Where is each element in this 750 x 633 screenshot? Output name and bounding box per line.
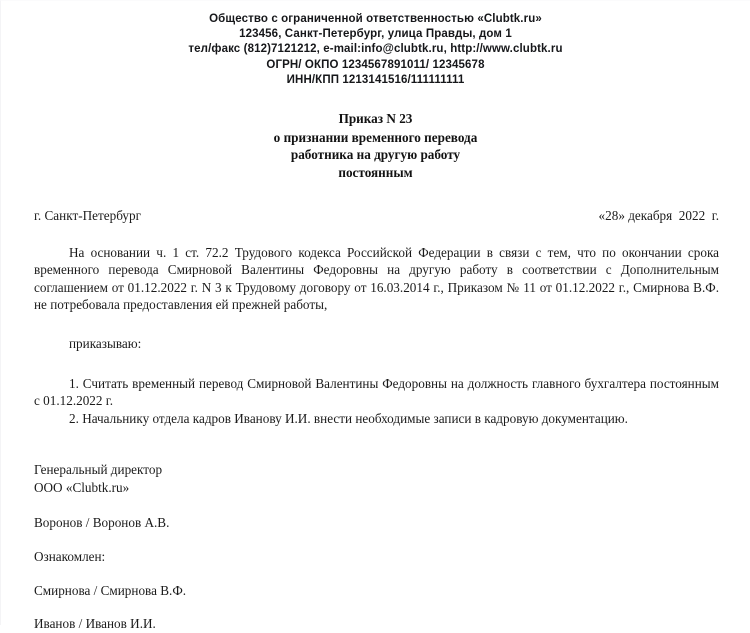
preamble-paragraph: На основании ч. 1 ст. 72.2 Трудового кодекса Российской Федерации в связи с тем, что по окончании срока временного перевода Смирновой Валентины Федоровны на другую работу в соответствии с Дополнительным соглашением от 01.12.2022 г. N 3 к Трудовому договору от 16.03.2014 г., Приказом № 11 от 01.12.2022 г., Смирнова В.Ф. не потребовала предоставления ей прежней работы, [34, 245, 719, 312]
order-subject-line-2: работника на другую работу [290, 147, 461, 163]
order-number-heading: Приказ N 23 [338, 111, 413, 127]
letterhead-inn-kpp: ИНН/КПП 1213141516/111111111 [286, 73, 465, 86]
letterhead-contacts: тел/факс (812)7121212, e-mail:info@clubtk.ru, http://www.clubtk.ru [188, 43, 563, 56]
signature-spacer [34, 599, 717, 615]
signature-spacer [34, 531, 717, 548]
signature-spacer [34, 497, 717, 514]
document-body [1, 244, 750, 427]
director-signature: Воронов / Воронов А.В. [34, 514, 170, 530]
director-organization: ООО «Clubtk.ru» [34, 479, 130, 495]
order-subject-line-1: о признании временного перевода [273, 129, 478, 145]
place-and-date-row [1, 207, 750, 225]
document-place: г. Санкт-Петербург [34, 208, 141, 224]
order-subject-line-3: постоянным [338, 164, 413, 180]
order-items-list [34, 375, 719, 428]
letterhead-ogrn-okpo: ОГРН/ ОКПО 1234567891011/ 12345678 [266, 58, 485, 71]
acquainted-label: Ознакомлен: [34, 549, 106, 565]
signature-block [1, 461, 750, 633]
employee-signature: Смирнова / Смирнова В.Ф. [34, 582, 187, 598]
order-verb: приказываю: [69, 336, 142, 352]
letterhead [1, 1, 750, 88]
document-title-block [1, 110, 750, 181]
letterhead-address: 123456, Санкт-Петербург, улица Правды, дом 1 [239, 28, 512, 41]
order-item: 1. Считать временный перевод Смирновой Валентины Федоровны на должность главного бухгалтера постоянным с 01.12.2022 г. [34, 375, 719, 408]
director-role: Генеральный директор [34, 462, 163, 478]
letterhead-company-name: Общество с ограниченной ответственностью «Clubtk.ru» [209, 13, 542, 25]
signature-spacer [34, 566, 717, 582]
document-date: «28» декабря 2022 г. [598, 208, 719, 224]
hr-head-signature: Иванов / Иванов И.И. [34, 616, 156, 632]
order-item: 2. Начальнику отдела кадров Иванову И.И. внести необходимые записи в кадровую документацию. [69, 411, 628, 427]
